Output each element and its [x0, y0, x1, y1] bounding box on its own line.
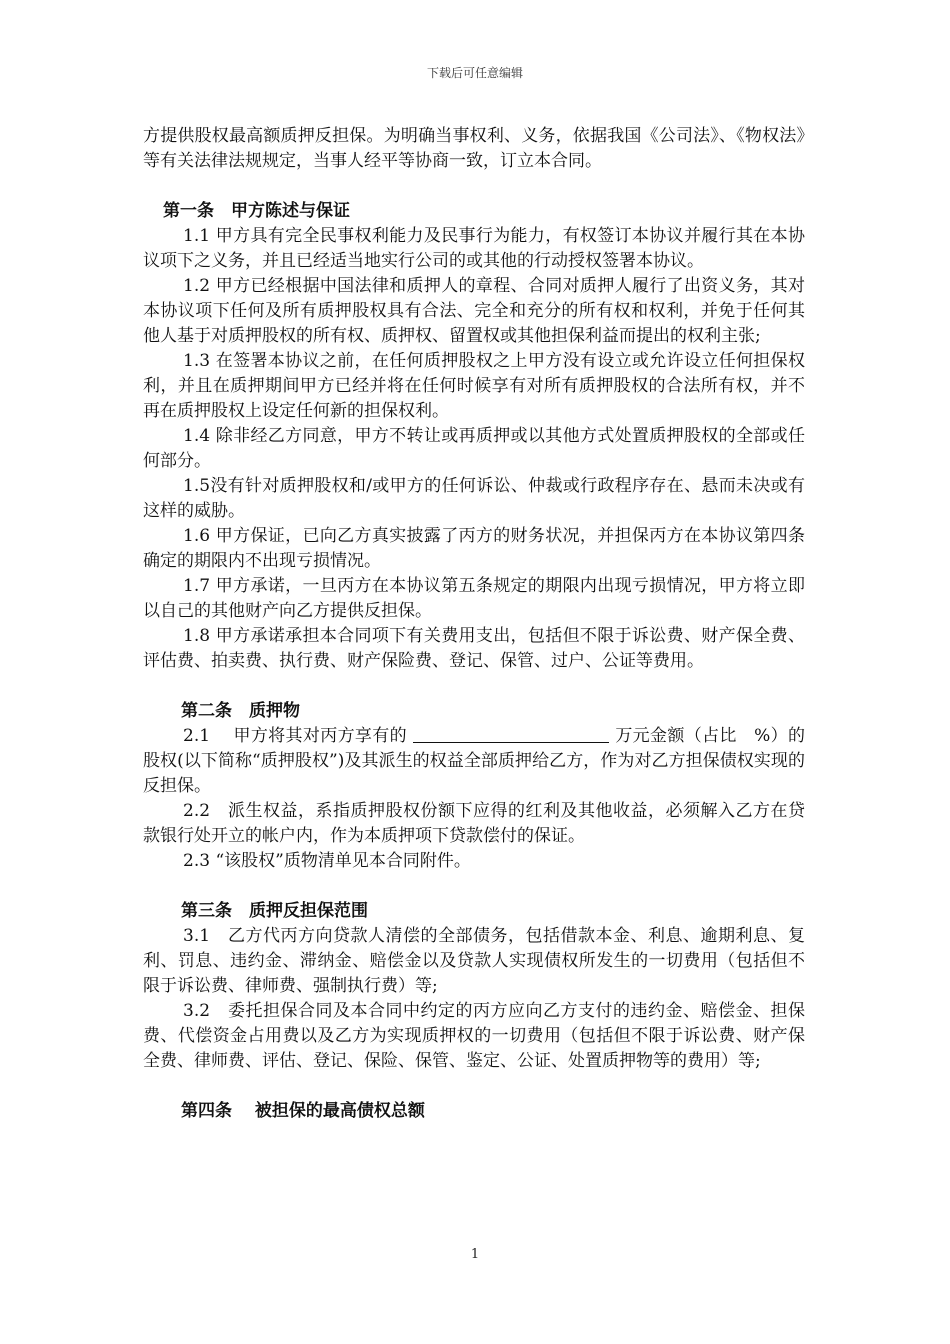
article-2-title: 第二条 质押物 [181, 701, 300, 721]
intro-paragraph: 方提供股权最高额质押反担保。为明确当事权利、义务，依据我国《公司法》、《物权法》等有关法律法规规定，当事人经平等协商一致，订立本合同。 [143, 126, 805, 171]
clause-2-2: 2.2 派生权益，系指质押股权份额下应得的红利及其他收益，必须解入乙方在贷款银行处开立的帐户内，作为本质押项下贷款偿付的保证。 [143, 801, 805, 846]
clause-1-5: 1.5没有针对质押股权和/或甲方的任何诉讼、仲裁或行政程序存在、悬而未决或有这样的威胁。 [143, 476, 805, 521]
clause-2-3: 2.3 “该股权”质物清单见本合同附件。 [183, 851, 471, 871]
clause-1-4: 1.4 除非经乙方同意，甲方不转让或再质押或以其他方式处置质押股权的全部或任何部分。 [143, 426, 805, 471]
clause-2-1-prefix: 2.1 甲方将其对丙方享有的 [183, 726, 407, 746]
article-1-title: 第一条 甲方陈述与保证 [163, 201, 350, 221]
article-3-title: 第三条 质押反担保范围 [181, 901, 368, 921]
clause-1-7: 1.7 甲方承诺，一旦丙方在本协议第五条规定的期限内出现亏损情况，甲方将立即以自己的其他财产向乙方提供反担保。 [143, 576, 805, 621]
clause-2-1-suffix: 万元金额（占比 %）的股权(以下简称“质押股权”)及其派生的权益全部质押给乙方，作为对乙方担保债权实现的反担保。 [143, 726, 805, 796]
clause-3-2: 3.2 委托担保合同及本合同中约定的丙方应向乙方支付的违约金、赔偿金、担保费、代偿资金占用费以及乙方为实现质押权的一切费用（包括但不限于诉讼费、财产保全费、律师费、评估、登记、保险、保管、鉴定、公证、处置质押物等的费用）等; [143, 1001, 805, 1071]
clause-3-1: 3.1 乙方代丙方向贷款人清偿的全部债务，包括借款本金、利息、逾期利息、复利、罚息、违约金、滞纳金、赔偿金以及贷款人实现债权所发生的一切费用（包括但不限于诉讼费、律师费、强制执行费）等; [143, 926, 805, 996]
amount-blank-line [413, 726, 609, 743]
document-body [143, 124, 805, 1124]
clause-1-8: 1.8 甲方承诺承担本合同项下有关费用支出，包括但不限于诉讼费、财产保全费、评估费、拍卖费、执行费、财产保险费、登记、保管、过户、公证等费用。 [143, 626, 805, 671]
clause-1-1: 1.1 甲方具有完全民事权利能力及民事行为能力，有权签订本协议并履行其在本协议项下之义务，并且已经适当地实行公司的或其他的行动授权签署本协议。 [143, 226, 805, 271]
clause-1-6: 1.6 甲方保证，已向乙方真实披露了丙方的财务状况，并担保丙方在本协议第四条确定的期限内不出现亏损情况。 [143, 526, 805, 571]
article-4-title: 第四条 被担保的最高债权总额 [181, 1101, 425, 1121]
clause-2-1 [143, 724, 805, 799]
clause-1-3: 1.3 在签署本协议之前，在任何质押股权之上甲方没有设立或允许设立任何担保权利，并且在质押期间甲方已经并将在任何时候享有对所有质押股权的合法所有权，并不再在质押股权上设定任何新的担保权利。 [143, 351, 805, 421]
page-number: 1 [470, 1247, 480, 1262]
page-header: 下载后可任意编辑 [426, 66, 523, 80]
clause-1-2: 1.2 甲方已经根据中国法律和质押人的章程、合同对质押人履行了出资义务，其对本协议项下任何及所有质押股权具有合法、完全和充分的所有权和权利，并免于任何其他人基于对质押股权的所有权、质押权、留置权或其他担保利益而提出的权利主张; [143, 276, 805, 346]
